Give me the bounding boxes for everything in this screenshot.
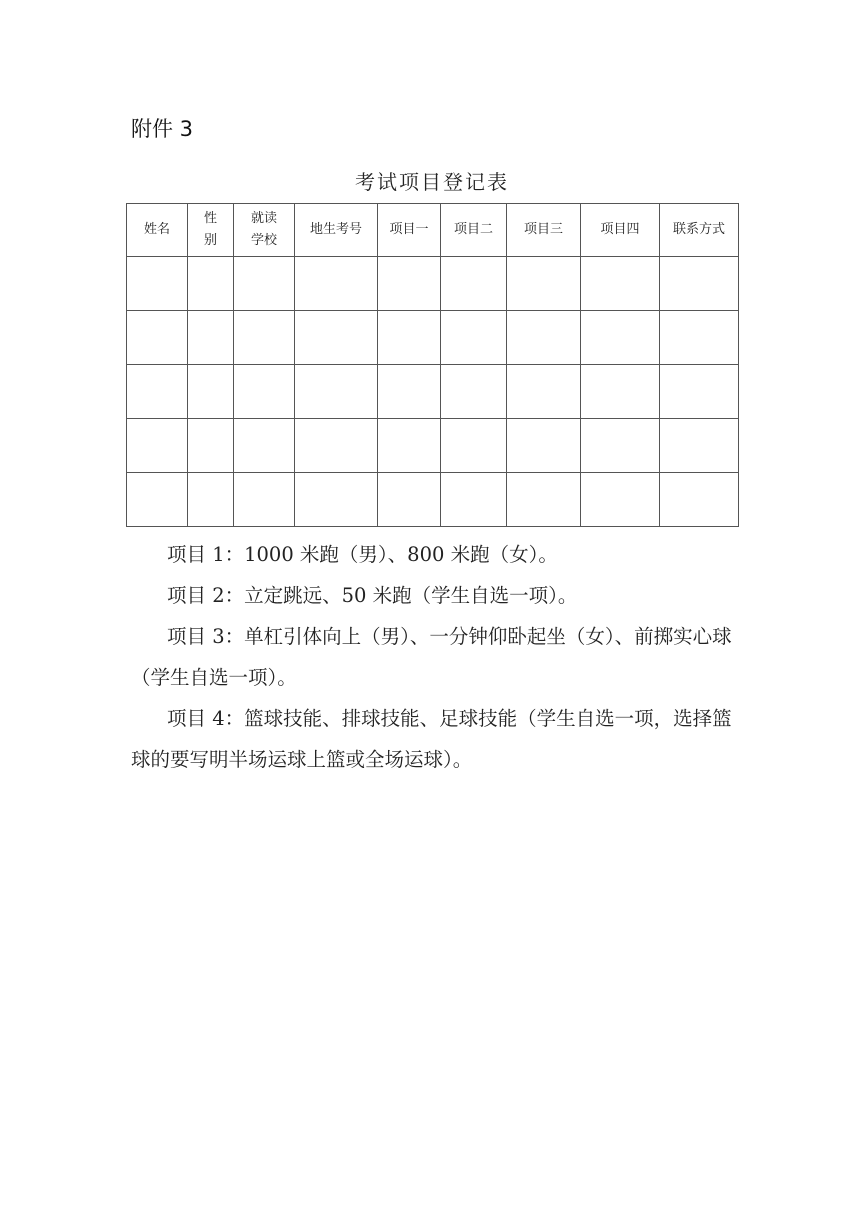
table-cell-item-3[interactable] — [507, 365, 581, 419]
header-item-2-text: 项目二 — [453, 222, 493, 237]
header-school — [234, 204, 295, 257]
header-gender-line-1: 性 — [203, 211, 217, 226]
table-cell-exam-number[interactable] — [295, 311, 378, 365]
table-cell-item-1[interactable] — [378, 473, 441, 527]
header-name — [127, 204, 188, 257]
table-cell-item-4[interactable] — [581, 365, 660, 419]
table-cell-name[interactable] — [127, 365, 188, 419]
table-cell-name[interactable] — [127, 473, 188, 527]
table-cell-contact[interactable] — [660, 419, 739, 473]
table-cell-gender[interactable] — [188, 473, 234, 527]
table-cell-item-4[interactable] — [581, 473, 660, 527]
header-exam-number-text: 地生考号 — [309, 222, 362, 237]
table-cell-exam-number[interactable] — [295, 473, 378, 527]
table-cell-gender[interactable] — [188, 419, 234, 473]
header-item-4 — [581, 204, 660, 257]
header-school-line-2: 学校 — [250, 233, 277, 248]
header-item-2 — [441, 204, 507, 257]
table-cell-name[interactable] — [127, 419, 188, 473]
table-cell-item-4[interactable] — [581, 419, 660, 473]
notes-section — [131, 534, 737, 780]
table-cell-exam-number[interactable] — [295, 419, 378, 473]
header-item-1-text: 项目一 — [389, 222, 429, 237]
table-cell-item-1[interactable] — [378, 311, 441, 365]
table-row — [127, 257, 739, 311]
table-cell-item-3[interactable] — [507, 257, 581, 311]
table-row — [127, 419, 739, 473]
attachment-label: 附件 3 — [131, 117, 194, 141]
table-cell-item-3[interactable] — [507, 473, 581, 527]
table-cell-contact[interactable] — [660, 311, 739, 365]
table-cell-name[interactable] — [127, 257, 188, 311]
table-cell-contact[interactable] — [660, 257, 739, 311]
table-cell-gender[interactable] — [188, 257, 234, 311]
header-name-text: 姓名 — [143, 222, 170, 237]
header-gender-line-2: 别 — [203, 233, 217, 248]
header-contact-text: 联系方式 — [672, 222, 725, 237]
table-cell-exam-number[interactable] — [295, 257, 378, 311]
table-cell-item-2[interactable] — [441, 473, 507, 527]
registration-table — [126, 203, 739, 527]
table-cell-gender[interactable] — [188, 311, 234, 365]
table-header-row — [127, 204, 739, 257]
table-cell-contact[interactable] — [660, 473, 739, 527]
header-exam-number — [295, 204, 378, 257]
note-item-4: 项目 4：篮球技能、排球技能、足球技能（学生自选一项，选择篮球的要写明半场运球上篮或全场运球）。 — [131, 707, 732, 771]
table-cell-name[interactable] — [127, 311, 188, 365]
table-body — [127, 257, 739, 527]
table-cell-item-2[interactable] — [441, 257, 507, 311]
table-row — [127, 473, 739, 527]
table-title: 考试项目登记表 — [355, 170, 509, 194]
table-cell-item-1[interactable] — [378, 365, 441, 419]
table-cell-item-1[interactable] — [378, 419, 441, 473]
header-item-3 — [507, 204, 581, 257]
note-item-1: 项目 1：1000 米跑（男）、800 米跑（女）。 — [167, 543, 558, 566]
table-row — [127, 311, 739, 365]
table-cell-school[interactable] — [234, 311, 295, 365]
header-gender — [188, 204, 234, 257]
note-item-3: 项目 3：单杠引体向上（男）、一分钟仰卧起坐（女）、前掷实心球（学生自选一项）。 — [131, 625, 732, 689]
table-cell-item-2[interactable] — [441, 419, 507, 473]
table-row — [127, 365, 739, 419]
table-cell-item-4[interactable] — [581, 311, 660, 365]
table-cell-contact[interactable] — [660, 365, 739, 419]
note-item-2: 项目 2：立定跳远、50 米跑（学生自选一项）。 — [167, 584, 578, 607]
table-cell-school[interactable] — [234, 257, 295, 311]
table-cell-item-2[interactable] — [441, 365, 507, 419]
table-cell-item-4[interactable] — [581, 257, 660, 311]
table-cell-gender[interactable] — [188, 365, 234, 419]
table-cell-item-3[interactable] — [507, 311, 581, 365]
table-cell-school[interactable] — [234, 419, 295, 473]
header-item-1 — [378, 204, 441, 257]
table-cell-school[interactable] — [234, 365, 295, 419]
table-cell-item-2[interactable] — [441, 311, 507, 365]
table-cell-item-1[interactable] — [378, 257, 441, 311]
table-cell-item-3[interactable] — [507, 419, 581, 473]
table-cell-exam-number[interactable] — [295, 365, 378, 419]
header-item-4-text: 项目四 — [600, 222, 640, 237]
header-contact — [660, 204, 739, 257]
table-cell-school[interactable] — [234, 473, 295, 527]
header-school-line-1: 就读 — [250, 211, 277, 226]
header-item-3-text: 项目三 — [523, 222, 563, 237]
